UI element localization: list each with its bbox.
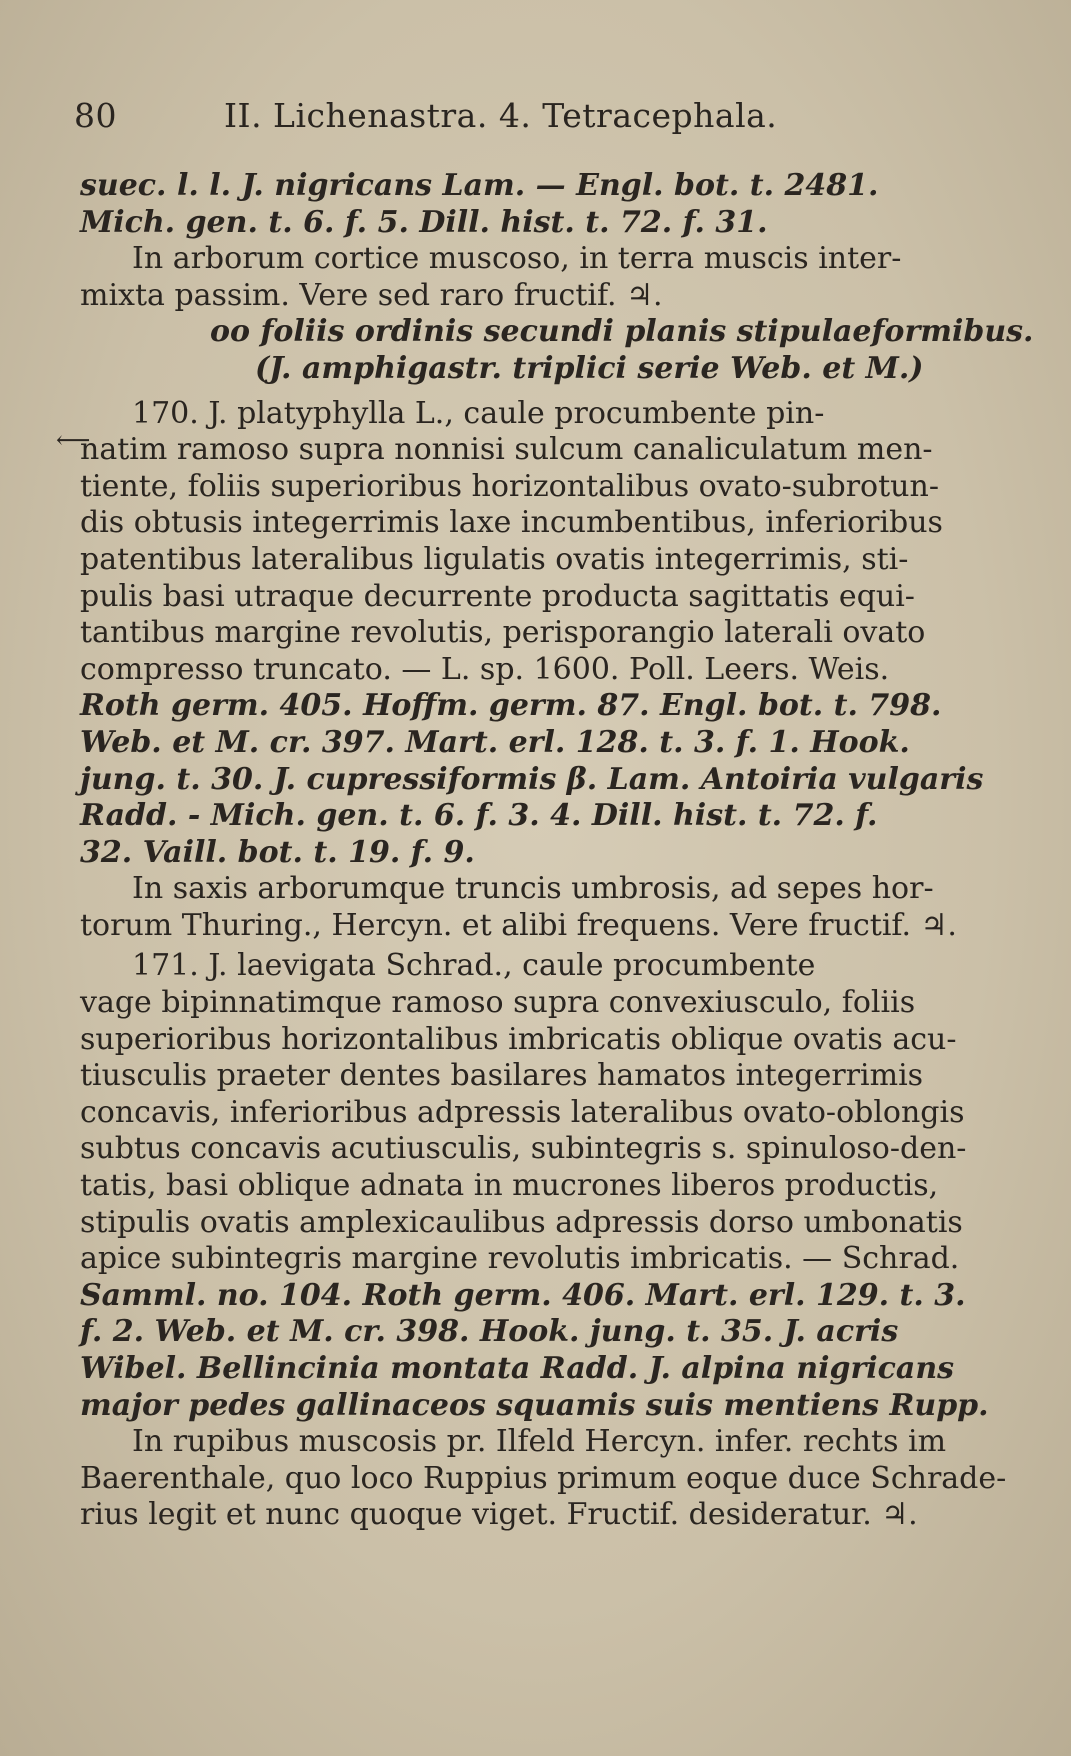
text-line: f. 2. Web. et M. cr. 398. Hook. jung. t. 35. J. acris [80,1314,899,1350]
text-line: mixta passim. Vere sed raro fructif. ♃. [80,277,663,313]
text-line: tatis, basi oblique adnata in mucrones liberos productis, [80,1168,939,1204]
text-line: Samml. no. 104. Roth germ. 406. Mart. erl. 129. t. 3. [80,1277,966,1313]
text-line: (J. amphigastr. triplici serie Web. et M.) [255,350,924,386]
text-line: pulis basi utraque decurrente producta sagittatis equi- [80,578,915,614]
margin-arrow-mark: ⟵ [56,426,91,454]
text-line: vage bipinnatimque ramoso supra convexiusculo, foliis [80,985,916,1021]
text-line: natim ramoso supra nonnisi sulcum canaliculatum men- [80,432,933,468]
text-line: tiusculis praeter dentes basilares hamatos integerrimis [80,1058,924,1094]
text-line: 32. Vaill. bot. t. 19. f. 9. [80,834,475,870]
text-line: Roth germ. 405. Hoffm. germ. 87. Engl. bot. t. 798. [80,688,942,724]
text-line: dis obtusis integerrimis laxe incumbentibus, inferioribus [80,505,943,541]
page-number: 80 [74,96,117,135]
species-entry-170: 170. J. platyphylla L., caule procumbente pin- [132,395,825,431]
text-line: superioribus horizontalibus imbricatis oblique ovatis acu- [80,1021,957,1057]
text-line: Web. et M. cr. 397. Mart. erl. 128. t. 3. f. 1. Hook. [80,724,910,760]
text-line: tantibus margine revolutis, perisporangio laterali ovato [80,615,926,651]
text-line: oo foliis ordinis secundi planis stipulaeformibus. [210,314,1034,350]
text-line: In saxis arborumque truncis umbrosis, ad sepes hor- [132,871,934,907]
text-line: patentibus lateralibus ligulatis ovatis integerrimis, sti- [80,541,909,577]
text-line: In arborum cortice muscoso, in terra muscis inter- [132,241,902,277]
text-line: jung. t. 30. J. cupressiformis β. Lam. Antoiria vulgaris [80,761,984,797]
text-line: Radd. - Mich. gen. t. 6. f. 3. 4. Dill. hist. t. 72. f. [80,798,878,834]
text-line: suec. l. l. J. nigricans Lam. — Engl. bot. t. 2481. [80,168,879,203]
text-line: torum Thuring., Hercyn. et alibi frequens. Vere fructif. ♃. [80,907,957,943]
text-line: compresso truncato. — L. sp. 1600. Poll. Leers. Weis. [80,651,890,687]
running-header [74,96,974,135]
species-entry-171: 171. J. laevigata Schrad., caule procumbente [132,948,816,984]
text-line: tiente, foliis superioribus horizontalibus ovato-subrotun- [80,468,939,504]
text-line: concavis, inferioribus adpressis lateralibus ovato-oblongis [80,1094,965,1130]
text-line: subtus concavis acutiusculis, subintegris s. spinuloso-den- [80,1131,967,1167]
text-line: rius legit et nunc quoque viget. Fructif. desideratur. ♃. [80,1497,918,1533]
text-line: Wibel. Bellincinia montata Radd. J. alpina nigricans [80,1351,955,1386]
body-text [80,168,1034,1534]
text-line: apice subintegris margine revolutis imbricatis. — Schrad. [80,1241,960,1277]
running-title: II. Lichenastra. 4. Tetracephala. [224,96,778,135]
text-line: major pedes gallinaceos squamis suis mentiens Rupp. [80,1387,989,1423]
text-line: Mich. gen. t. 6. f. 5. Dill. hist. t. 72. f. 31. [80,204,768,240]
text-line: In rupibus muscosis pr. Ilfeld Hercyn. infer. rechts im [132,1424,947,1460]
text-line: Baerenthale, quo loco Ruppius primum eoque duce Schrade- [80,1460,1007,1496]
text-line: stipulis ovatis amplexicaulibus adpressis dorso umbonatis [80,1204,963,1240]
